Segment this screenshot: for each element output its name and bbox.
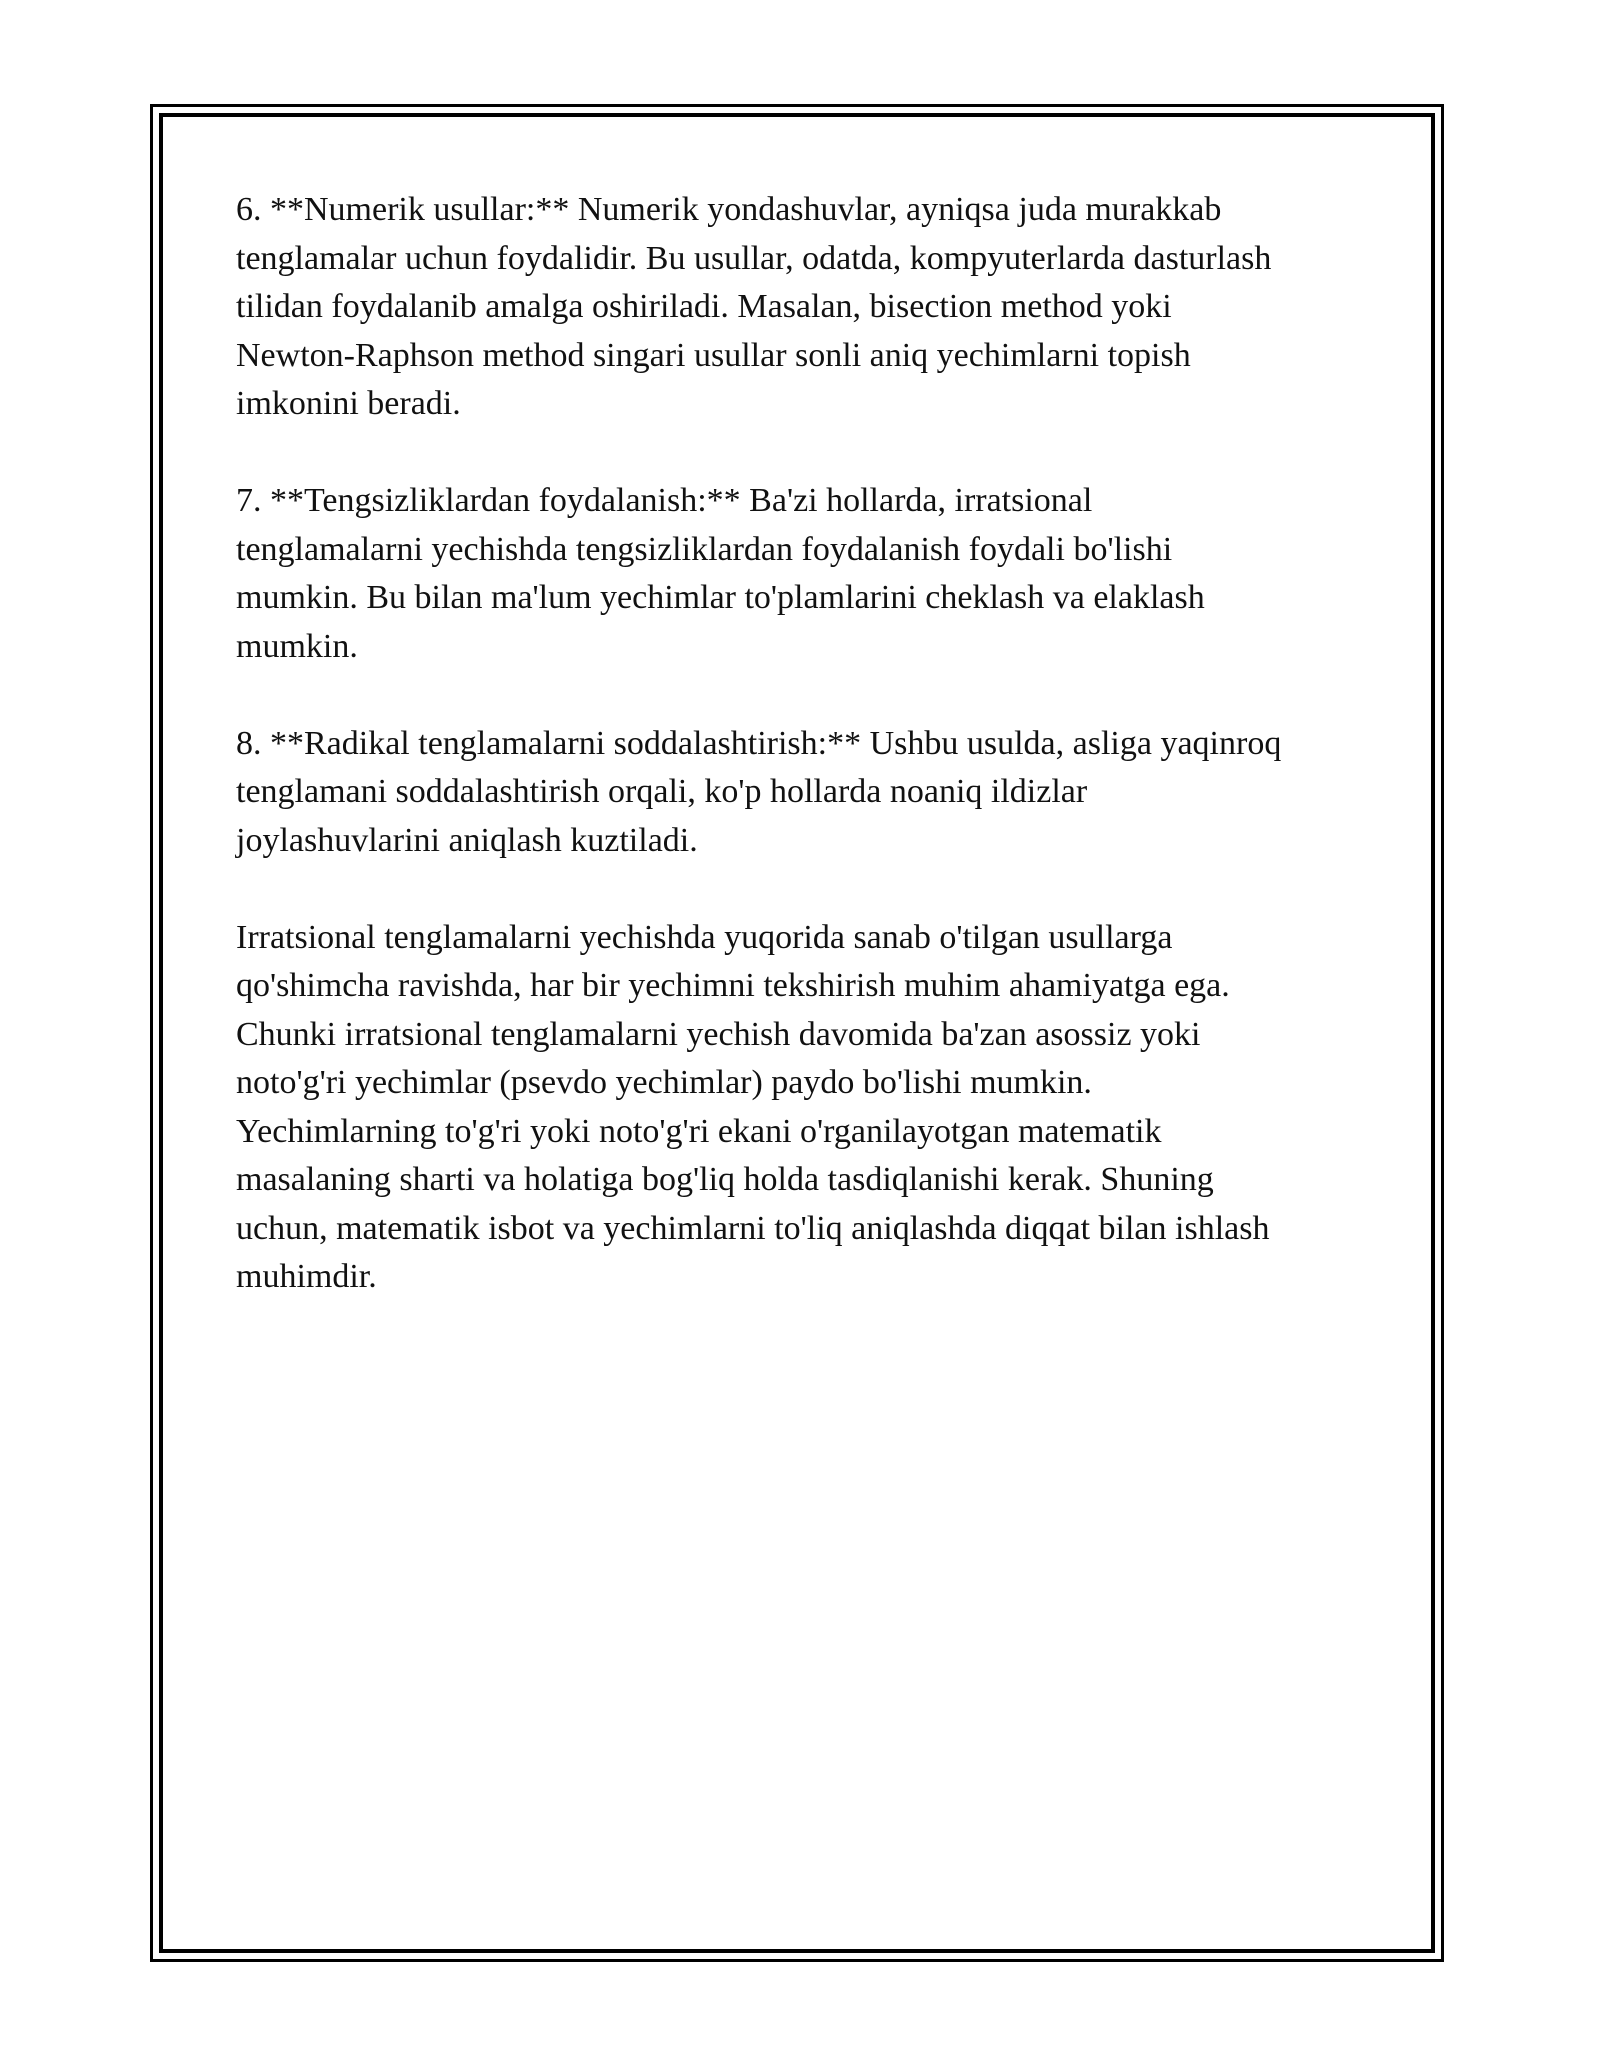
document-body [236,186,1386,1350]
paragraph-conclusion: Irratsional tenglamalarni yechishda yuqorida sanab o'tilgan usullarga qo'shimcha ravishda, har bir yechimni tekshirish muhim ahamiyatga ega. Chunki irratsional tenglamalarni yechish davomida ba'zan asossiz yoki noto'g'ri yechimlar (psevdo yechimlar) paydo bo'lishi mumkin. Yechimlarning to'g'ri yoki noto'g'ri ekani o'rganilayotgan matematik masalaning sharti va holatiga bog'liq holda tasdiqlanishi kerak. Shuning uchun, matematik isbot va yechimlarni to'liq aniqlashda diqqat bilan ishlash muhimdir. [236,918,1270,1295]
paragraph-numerical-methods: 6. **Numerik usullar:** Numerik yondashuvlar, ayniqsa juda murakkab tenglamalar uchun foydalidir. Bu usullar, odatda, kompyuterlarda dasturlash tilidan foydalanib amalga oshiriladi. Masalan, bisection method yoki Newton-Raphson method singari usullar sonli aniq yechimlarni topish imkonini beradi. [236,191,1272,422]
paragraph-radical-simplification: 8. **Radikal tenglamalarni soddalashtirish:** Ushbu usulda, asliga yaqinroq tenglamani soddalashtirish orqali, ko'p hollarda noaniq ildizlar joylashuvlarini aniqlash kuztiladi. [236,724,1282,859]
paragraph-inequalities: 7. **Tengsizliklardan foydalanish:** Ba'zi hollarda, irratsional tenglamalarni yechishda tengsizliklardan foydalanish foydali bo'lishi mumkin. Bu bilan ma'lum yechimlar to'plamlarini cheklash va elaklash mumkin. [236,482,1205,665]
